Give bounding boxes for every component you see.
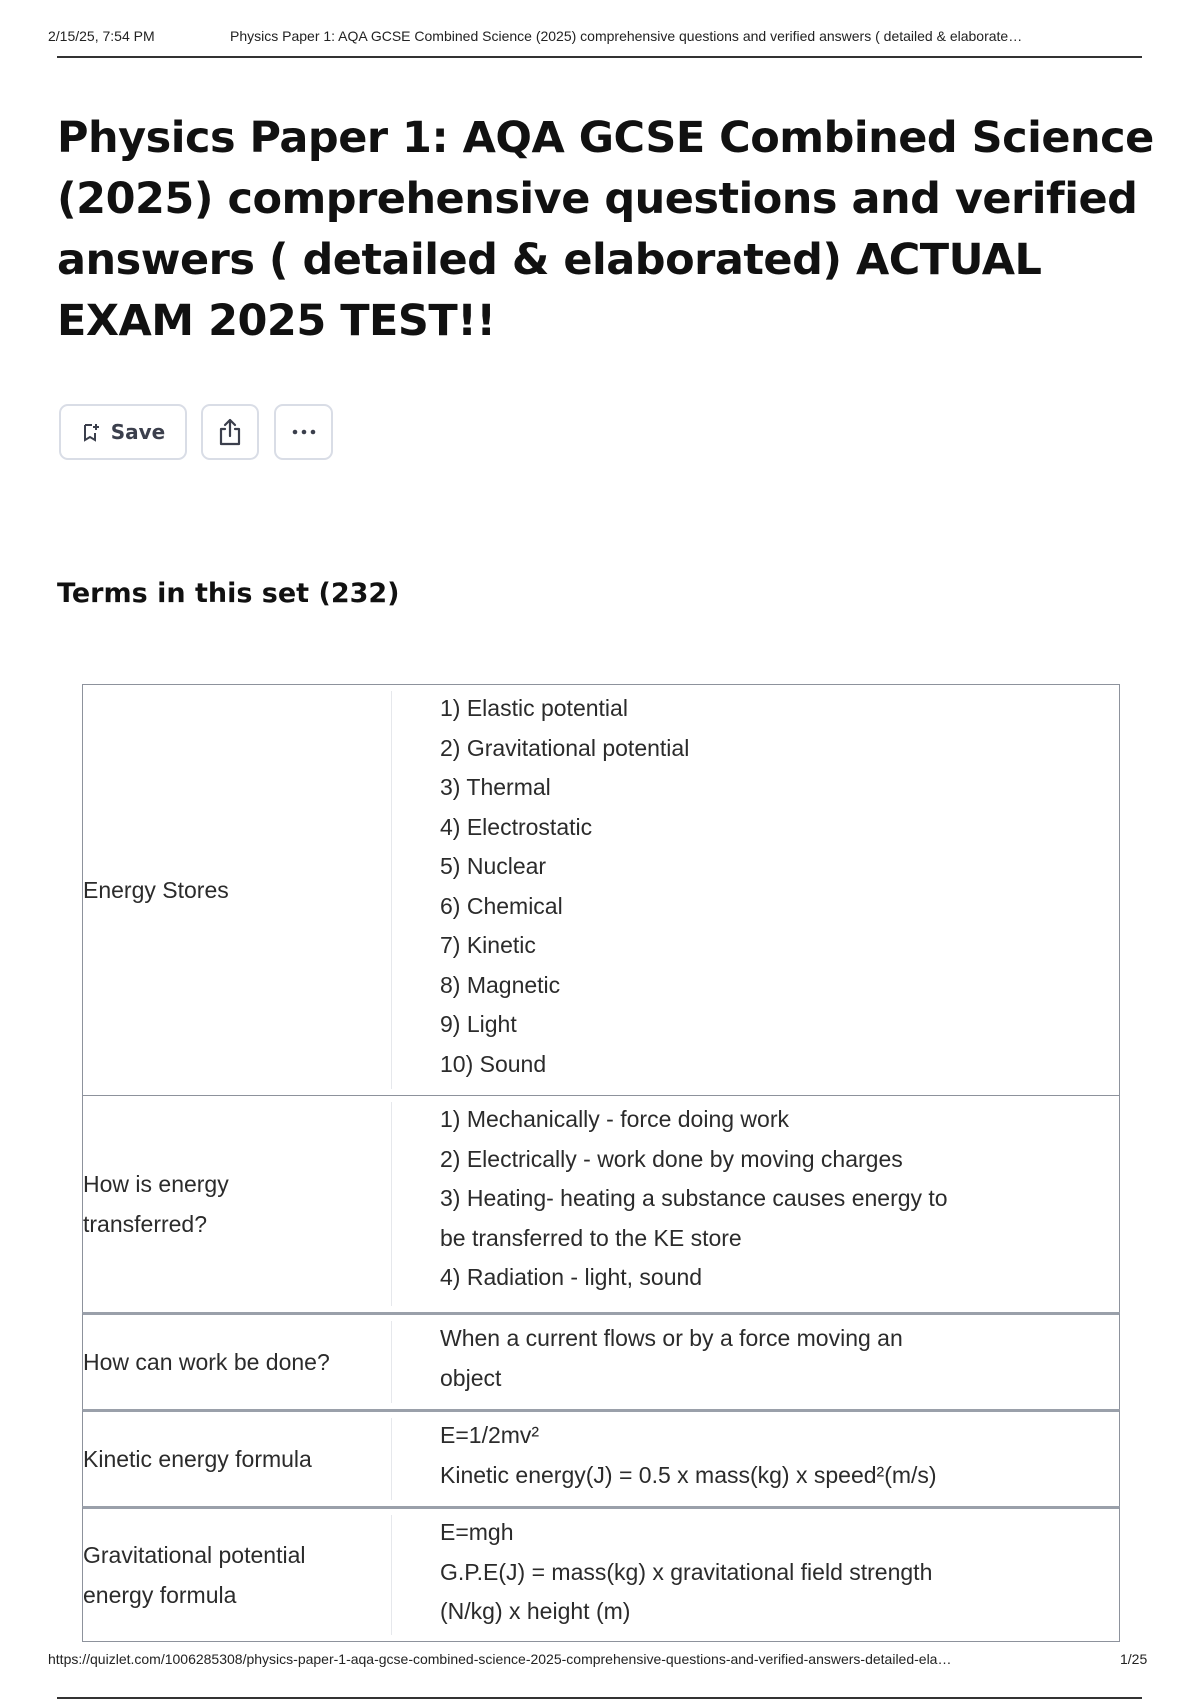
page-url: https://quizlet.com/1006285308/physics-paper-1-aqa-gcse-combined-science-2025-comprehensive-questions-and-verified-answers-detailed-ela… <box>48 1651 952 1667</box>
definition-line: E=1/2mv² <box>440 1422 540 1448</box>
definition-line: 9) Light <box>440 1011 517 1037</box>
definition-line: 7) Kinetic <box>440 932 536 958</box>
definition-line: 6) Chemical <box>440 892 563 919</box>
definition-text <box>392 1096 1119 1312</box>
definition-line: Kinetic energy(J) = 0.5 x mass(kg) x speed²(m/s) <box>440 1461 937 1488</box>
term-row <box>82 1506 1120 1642</box>
more-horizontal-icon <box>290 428 318 436</box>
definition-line: (N/kg) x height (m) <box>440 1598 631 1624</box>
definition-line: 4) Electrostatic <box>440 813 593 840</box>
definition-line: G.P.E(J) = mass(kg) x gravitational field strength <box>440 1558 933 1585</box>
definition-line: 1) Elastic potential <box>440 695 628 721</box>
definition-line: 10) Sound <box>440 1050 547 1077</box>
more-button[interactable] <box>274 404 333 460</box>
definition-line: 3) Thermal <box>440 774 551 800</box>
definition-line: E=mgh <box>440 1519 514 1545</box>
definition-line: When a current flows or by a force moving an <box>440 1325 903 1351</box>
definition-text <box>392 1315 1119 1409</box>
definition-line: be transferred to the KE store <box>440 1224 742 1251</box>
print-doc-title: Physics Paper 1: AQA GCSE Combined Science (2025) comprehensive questions and verified answers ( detailed & elaborate… <box>230 28 1023 44</box>
definition-line: 1) Mechanically - force doing work <box>440 1106 789 1132</box>
page-number: 1/25 <box>1120 1651 1148 1667</box>
terms-table <box>82 684 1120 1642</box>
term-row <box>82 1312 1120 1410</box>
term-text: How is energy transferred? <box>83 1102 392 1306</box>
share-button[interactable] <box>201 404 259 460</box>
term-row <box>82 1095 1120 1313</box>
definition-line: 2) Gravitational potential <box>440 734 690 761</box>
save-button[interactable] <box>59 404 187 460</box>
bookmark-add-icon <box>81 422 101 442</box>
definition-text <box>392 685 1119 1095</box>
definition-text <box>392 1509 1119 1641</box>
header-divider <box>57 56 1142 58</box>
print-timestamp: 2/15/25, 7:54 PM <box>48 28 155 44</box>
page-title: Physics Paper 1: AQA GCSE Combined Science (2025) comprehensive questions and verified answers ( detailed & elaborated) ACTUAL EXAM 2025 TEST!! <box>57 113 1154 346</box>
save-label: Save <box>110 420 166 444</box>
share-icon <box>216 417 244 447</box>
term-text: Kinetic energy formula <box>83 1418 392 1500</box>
definition-line: 4) Radiation - light, sound <box>440 1264 703 1290</box>
definition-line: object <box>440 1364 502 1391</box>
term-row <box>82 1409 1120 1507</box>
definition-text <box>392 1412 1119 1506</box>
term-text: Gravitational potential energy formula <box>83 1515 392 1635</box>
definition-line: 8) Magnetic <box>440 971 561 998</box>
term-text: How can work be done? <box>83 1321 392 1403</box>
term-row <box>82 684 1120 1096</box>
definition-line: 5) Nuclear <box>440 853 547 879</box>
footer-divider <box>57 1697 1142 1699</box>
definition-line: 2) Electrically - work done by moving charges <box>440 1145 903 1172</box>
terms-heading: Terms in this set (232) <box>57 578 400 609</box>
definition-line: 3) Heating- heating a substance causes energy to <box>440 1185 948 1211</box>
term-text: Energy Stores <box>83 691 392 1089</box>
